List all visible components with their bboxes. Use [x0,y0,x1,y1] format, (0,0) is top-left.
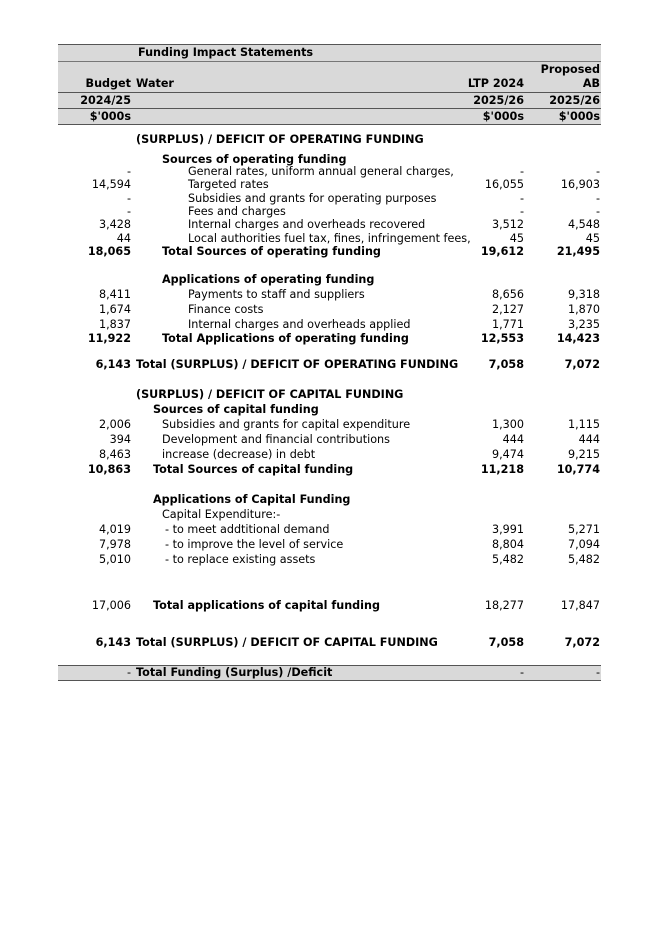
budget-value: 8,411 [98,288,131,301]
unit-row [58,109,601,125]
col-ltp-unit: $'000s [482,110,524,123]
ltp-value: 5,482 [491,553,524,566]
budget-value: 6,143 [95,636,131,649]
operating-sources-heading: Sources of operating funding [162,153,347,166]
row-label: Total (SURPLUS) / DEFICIT OF OPERATING FUNDING [136,358,459,371]
row-label: Finance costs [188,303,264,316]
total-row [58,598,601,613]
proposed-value: 7,094 [567,538,600,551]
proposed-value: 16,903 [560,178,600,191]
proposed-value: - [595,666,600,679]
operating-heading: (SURPLUS) / DEFICIT OF OPERATING FUNDING [136,133,424,146]
proposed-value: 17,847 [560,599,600,612]
ltp-value: - [519,205,524,218]
ltp-value: 7,058 [488,358,524,371]
ltp-value: 8,656 [491,288,524,301]
row-label: Fees and charges [188,205,286,218]
proposed-value: 21,495 [556,245,600,258]
col-budget-unit: $'000s [89,110,131,123]
proposed-value: - [595,165,600,178]
ltp-value: 12,553 [480,332,524,345]
col-ltp-year: 2025/26 [473,94,524,107]
proposed-value: - [595,192,600,205]
ltp-value: 1,771 [491,318,524,331]
total-row [58,332,601,345]
budget-value: 394 [109,433,131,446]
ltp-value: 2,127 [491,303,524,316]
proposed-value: - [595,205,600,218]
net-total-row [58,357,601,372]
ltp-value: - [519,165,524,178]
capital-heading: (SURPLUS) / DEFICIT OF CAPITAL FUNDING [136,388,404,401]
capital-heading-row [58,387,601,402]
ltp-value: 9,474 [491,448,524,461]
ltp-value: 444 [502,433,524,446]
table-row [58,417,601,432]
row-label: - to improve the level of service [165,538,344,551]
budget-value: - [126,205,131,218]
proposed-value: 14,423 [556,332,600,345]
budget-value: 6,143 [95,358,131,371]
row-label: Total Applications of operating funding [162,332,409,345]
budget-value: 8,463 [98,448,131,461]
row-label: Total applications of capital funding [153,599,380,612]
proposed-value: 1,870 [567,303,600,316]
statement-title: Funding Impact Statements [138,46,314,59]
row-label: Total Sources of capital funding [153,463,354,476]
ltp-value: 18,277 [484,599,524,612]
proposed-value: 9,318 [567,288,600,301]
ltp-value: - [519,192,524,205]
proposed-value: 5,482 [567,553,600,566]
budget-value: 10,863 [87,463,131,476]
capital-applications-heading: Applications of Capital Funding [153,493,351,506]
table-row [58,447,601,462]
budget-value: 1,837 [98,318,131,331]
ltp-value: 16,055 [484,178,524,191]
row-label: Internal charges and overheads recovered [188,218,426,231]
ltp-value: 7,058 [488,636,524,649]
table-row [58,537,601,552]
ltp-value: 3,991 [491,523,524,536]
proposed-value: 1,115 [567,418,600,431]
row-label: - to replace existing assets [165,553,316,566]
operating-applications-heading-row [58,272,601,287]
table-row [58,192,601,205]
table-row [58,317,601,332]
proposed-value: 444 [578,433,600,446]
operating-applications-heading: Applications of operating funding [162,273,375,286]
proposed-value: 7,072 [564,636,600,649]
operating-sources-heading-row [58,153,601,165]
ltp-value: - [519,666,524,679]
table-row [58,218,601,232]
budget-value: 4,019 [98,523,131,536]
table-row [58,165,601,178]
grand-total-row [58,665,601,681]
operating-heading-row [58,131,601,149]
capital-sources-heading-row [58,402,601,417]
capital-applications-heading-row [58,492,601,507]
budget-value: 1,674 [98,303,131,316]
row-label: Total Funding (Surplus) /Deficit [136,666,333,679]
proposed-value: 10,774 [556,463,600,476]
table-row [58,432,601,447]
proposed-value: 4,548 [567,218,600,231]
proposed-value: 9,215 [567,448,600,461]
row-label: Subsidies and grants for operating purposes [188,192,437,205]
ltp-value: 1,300 [491,418,524,431]
row-label: Development and financial contributions [162,433,390,446]
row-label: Subsidies and grants for capital expenditure [162,418,411,431]
budget-value: - [126,192,131,205]
ltp-value: 45 [509,232,524,245]
capital-sources-heading: Sources of capital funding [153,403,319,416]
proposed-value: 5,271 [567,523,600,536]
total-row [58,462,601,477]
row-label: Internal charges and overheads applied [188,318,411,331]
proposed-value: 7,072 [564,358,600,371]
budget-value: 5,010 [98,553,131,566]
col-budget-label: Budget [85,77,131,90]
proposed-value: 45 [585,232,600,245]
budget-value: - [126,666,131,679]
col-proposed-unit: $'000s [558,110,600,123]
row-label: Payments to staff and suppliers [188,288,365,301]
ltp-value: 3,512 [491,218,524,231]
col-proposed-year: 2025/26 [549,94,600,107]
budget-value: 44 [116,232,131,245]
col-ltp-label: LTP 2024 [467,77,524,90]
budget-value: 3,428 [98,218,131,231]
budget-value: 11,922 [87,332,131,345]
budget-value: 2,006 [98,418,131,431]
column-header [58,62,601,93]
budget-value: 14,594 [91,178,131,191]
ltp-value: 11,218 [480,463,524,476]
total-row [58,245,601,258]
row-label: General rates, uniform annual general charges, [188,165,454,178]
capex-label: Capital Expenditure:- [162,508,281,521]
proposed-value: 3,235 [567,318,600,331]
budget-value: 18,065 [87,245,131,258]
row-label: Total (SURPLUS) / DEFICIT OF CAPITAL FUNDING [136,636,438,649]
table-row [58,552,601,567]
row-label: Local authorities fuel tax, fines, infringement fees, [188,232,471,245]
title-row [58,44,601,62]
table-row [58,287,601,302]
budget-value: 17,006 [91,599,131,612]
budget-value: - [126,165,131,178]
funding-impact-statement [58,44,601,681]
table-row [58,178,601,192]
col-proposed-label-1: Proposed [540,63,600,76]
row-label: - to meet addtitional demand [165,523,330,536]
col-budget-year: 2024/25 [80,94,131,107]
year-row [58,93,601,109]
row-label: Targeted rates [188,178,269,191]
col-proposed-label-2: AB [582,77,600,90]
ltp-value: 8,804 [491,538,524,551]
table-row [58,205,601,218]
capex-label-row [58,507,601,522]
table-row [58,302,601,317]
row-label: increase (decrease) in debt [162,448,316,461]
section-name: Water [136,77,174,90]
budget-value: 7,978 [98,538,131,551]
row-label: Total Sources of operating funding [162,245,381,258]
table-row [58,522,601,537]
table-row [58,232,601,245]
net-total-row [58,635,601,650]
ltp-value: 19,612 [480,245,524,258]
